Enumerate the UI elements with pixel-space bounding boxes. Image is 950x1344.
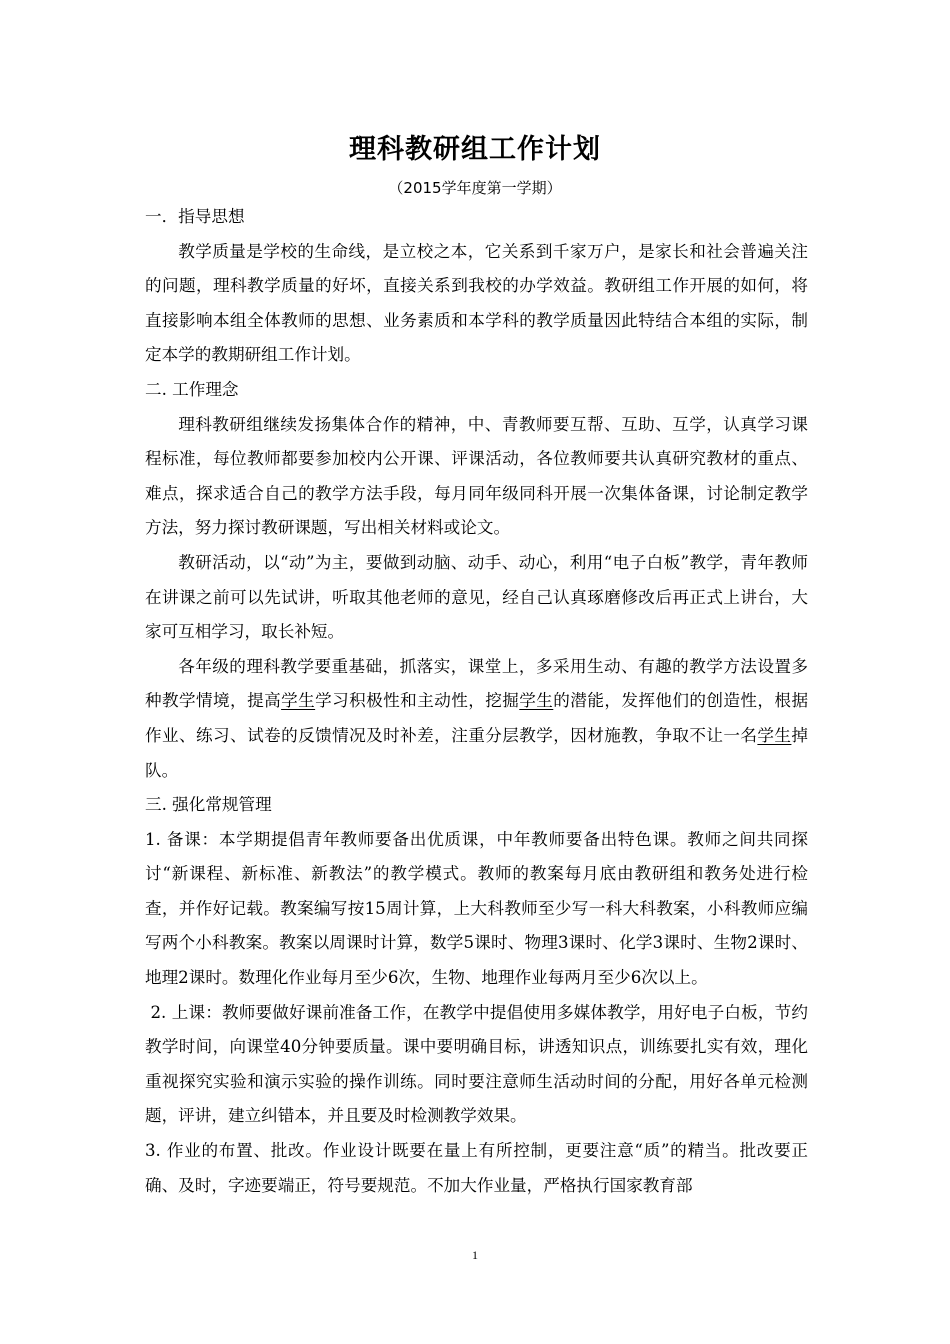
underlined-word: 学生 — [519, 691, 554, 711]
paragraph-classes: 2. 上课：教师要做好课前准备工作，在教学中提倡使用多媒体教学，用好电子白板，节约教学时间，向课堂40分钟要质量。课中要明确目标，讲透知识点，训练要扎实有效，理化重视探究实验和演示实验的操作训练。同时要注意师生活动时间的分配，用好各单元检测题，评讲，建立纠错本，并且要及时检测教学效果。 — [145, 1002, 808, 1126]
document-subtitle: （2015学年度第一学期） — [388, 179, 562, 197]
paragraph-lesson-preparation: 1. 备课：本学期提倡青年教师要备出优质课，中年教师要备出特色课。教师之间共同探讨“新课程、新标准、新教法”的教学模式。教师的教案每月底由教研组和教务处进行检查，并作好记载。教案编写按15周计算，上大科教师至少写一科大科教案，小科教师应编写两个小科教案。教案以周课时计算，数学5课时、物理3课时、化学3课时、生物2课时、地理2课时。数理化作业每月至少6次，生物、地理作业每两月至少6次以上。 — [145, 829, 808, 988]
paragraph-homework: 3. 作业的布置、批改。作业设计既要在量上有所控制，更要注意“质”的精当。批改要正确、及时，字迹要端正，符号要规范。不加大作业量，严格执行国家教育部 — [145, 1141, 808, 1195]
paragraph-grade-teaching — [145, 650, 808, 788]
paragraph-teaching-research: 教研活动，以“动”为主，要做到动脑、动手、动心，利用“电子白板”教学，青年教师在讲课之前可以先试讲，听取其他老师的意见，经自己认真琢磨修改后再正式上讲台，大家可互相学习，取长补短。 — [145, 552, 808, 642]
text-run: 掉队。 — [145, 725, 809, 780]
section-heading-work-philosophy: 二. 工作理念 — [145, 379, 239, 399]
text-run: 各年级的理科教学要重基础，抓落实，课堂上，多采用生动、有趣的教学方法设置多种教学情境，提高 — [145, 656, 808, 711]
page-number: 1 — [472, 1248, 478, 1262]
document-title: 理科教研组工作计划 — [349, 134, 601, 165]
paragraph-teamwork: 理科教研组继续发扬集体合作的精神，中、青教师要互帮、互助、互学，认真学习课程标准，每位教师都要参加校内公开课、评课活动，各位教师要共认真研究教材的重点、难点，探求适合自己的教学方法手段，每月同年级同科开展一次集体备课，讨论制定教学方法，努力探讨教研课题，写出相关材料或论文。 — [145, 414, 808, 538]
section-heading-guiding-ideology: 一．指导思想 — [145, 207, 245, 226]
text-run: 的潜能，发挥他们的创造性，根据作业、练习、试卷的反馈情况及时补差，注重分层教学，因材施教，争取不让一名 — [145, 691, 809, 745]
text-run: 学习积极性和主动性，挖掘 — [315, 691, 520, 711]
underlined-word: 学生 — [281, 691, 316, 711]
paragraph-guiding-ideology: 教学质量是学校的生命线，是立校之本，它关系到千家万户，是家长和社会普遍关注的问题，理科教学质量的好坏，直接关系到我校的办学效益。教研组工作开展的如何，将直接影响本组全体教师的思想、业务素质和本学科的教学质量因此特结合本组的实际，制定本学的教期研组工作计划。 — [145, 241, 808, 365]
underlined-word: 学生 — [757, 725, 792, 745]
section-heading-routine-management: 三. 强化常规管理 — [145, 795, 272, 815]
document-body — [145, 200, 808, 1203]
